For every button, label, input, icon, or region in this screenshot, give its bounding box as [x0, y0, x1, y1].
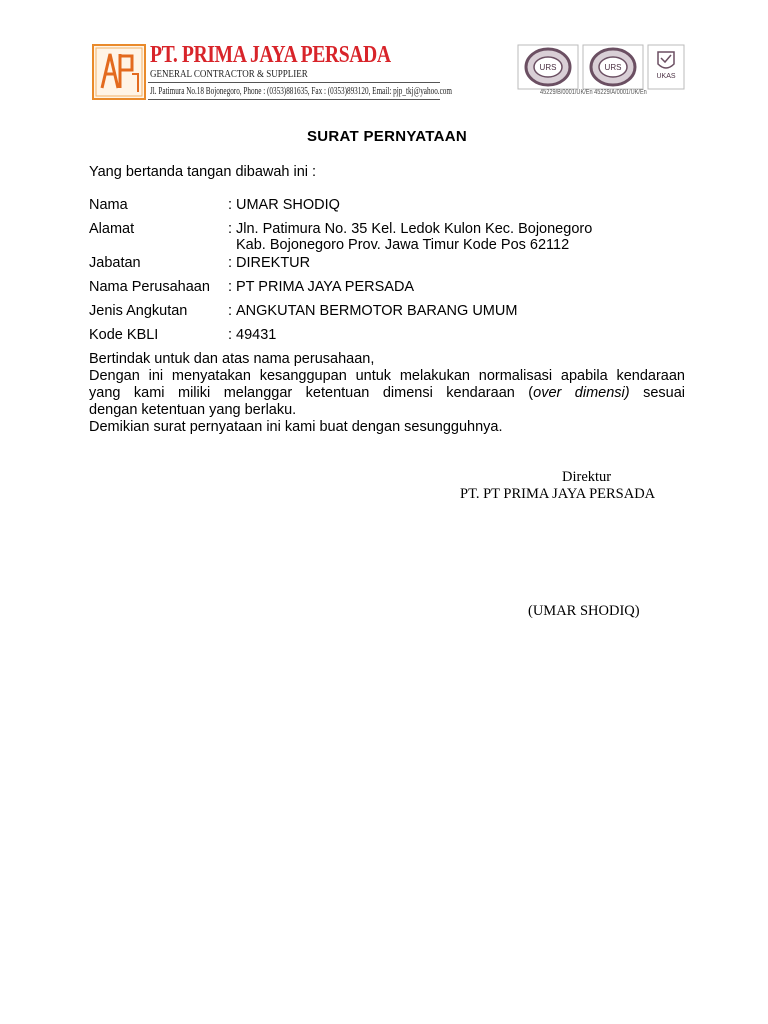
signature-name: (UMAR SHODIQ): [528, 603, 640, 619]
letterhead-divider: [148, 99, 440, 100]
field-alamat: [89, 221, 593, 253]
field-value: Jln. Patimura No. 35 Kel. Ledok Kulon Kec. Bojonegoro: [236, 221, 593, 237]
body-line: Bertindak untuk dan atas nama perusahaan,: [89, 351, 375, 367]
svg-text:URS: URS: [604, 63, 622, 72]
body-line: [89, 385, 685, 402]
letterhead-divider: [148, 82, 440, 83]
field-label: Kode KBLI: [89, 327, 159, 343]
field-separator: :: [228, 327, 233, 343]
field-label: Jenis Angkutan: [89, 303, 188, 319]
field-jabatan: [89, 255, 310, 271]
field-separator: :: [228, 197, 233, 213]
svg-text:UKAS: UKAS: [656, 73, 676, 80]
field-value: DIREKTUR: [236, 255, 311, 271]
company-logo-icon: [92, 44, 146, 100]
field-separator: :: [228, 303, 233, 319]
body-line: Demikian surat pernyataan ini kami buat dengan sesungguhnya.: [89, 419, 503, 435]
field-jenis-angkutan: [89, 303, 517, 319]
field-value: 49431: [236, 327, 277, 343]
company-address: Jl. Patimura No.18 Bojonegoro, Phone : (0353)881635, Fax : (0353)893120, Email: pjp_tkj@yahoo.com: [150, 86, 453, 97]
body-paragraph: [89, 351, 685, 436]
field-separator: :: [228, 279, 233, 295]
body-line: dengan ketentuan yang berlaku.: [89, 402, 297, 418]
svg-text:URS: URS: [539, 63, 557, 72]
field-value-continued: Kab. Bojonegoro Prov. Jawa Timur Kode Pos 62112: [236, 237, 570, 253]
document-title: SURAT PERNYATAAN: [306, 128, 468, 145]
field-kode-kbli: [89, 327, 276, 343]
company-name: PT. PRIMA JAYA PERSADA: [150, 42, 391, 68]
field-label: Nama: [89, 197, 128, 213]
company-subtitle: GENERAL CONTRACTOR & SUPPLIER: [150, 69, 308, 80]
field-nama: [89, 197, 340, 213]
field-value: ANGKUTAN BERMOTOR BARANG UMUM: [236, 303, 518, 319]
field-separator: :: [228, 255, 233, 271]
field-nama-perusahaan: [89, 279, 414, 295]
field-label: Alamat: [89, 221, 135, 237]
intro-text: Yang bertanda tangan dibawah ini :: [89, 164, 317, 180]
body-italic-text: over dimensi): [533, 385, 630, 401]
signature-company: PT. PT PRIMA JAYA PERSADA: [460, 486, 656, 502]
letterhead: [90, 42, 686, 102]
certification-codes: 45229/B/0001/UK/En 45229/A/0001/UK/En: [540, 89, 647, 96]
field-value: PT PRIMA JAYA PERSADA: [236, 279, 415, 295]
body-text: yang kami miliki melanggar ketentuan dimensi kendaraan (: [89, 385, 534, 401]
field-separator: :: [228, 221, 233, 237]
field-label: Nama Perusahaan: [89, 279, 210, 295]
signature-position: Direktur: [562, 469, 612, 485]
body-line: Dengan ini menyatakan kesanggupan untuk melakukan normalisasi apabila kendaraan: [89, 368, 685, 384]
body-text: sesuai: [629, 385, 685, 401]
field-value: UMAR SHODIQ: [236, 197, 340, 213]
field-label: Jabatan: [89, 255, 141, 271]
